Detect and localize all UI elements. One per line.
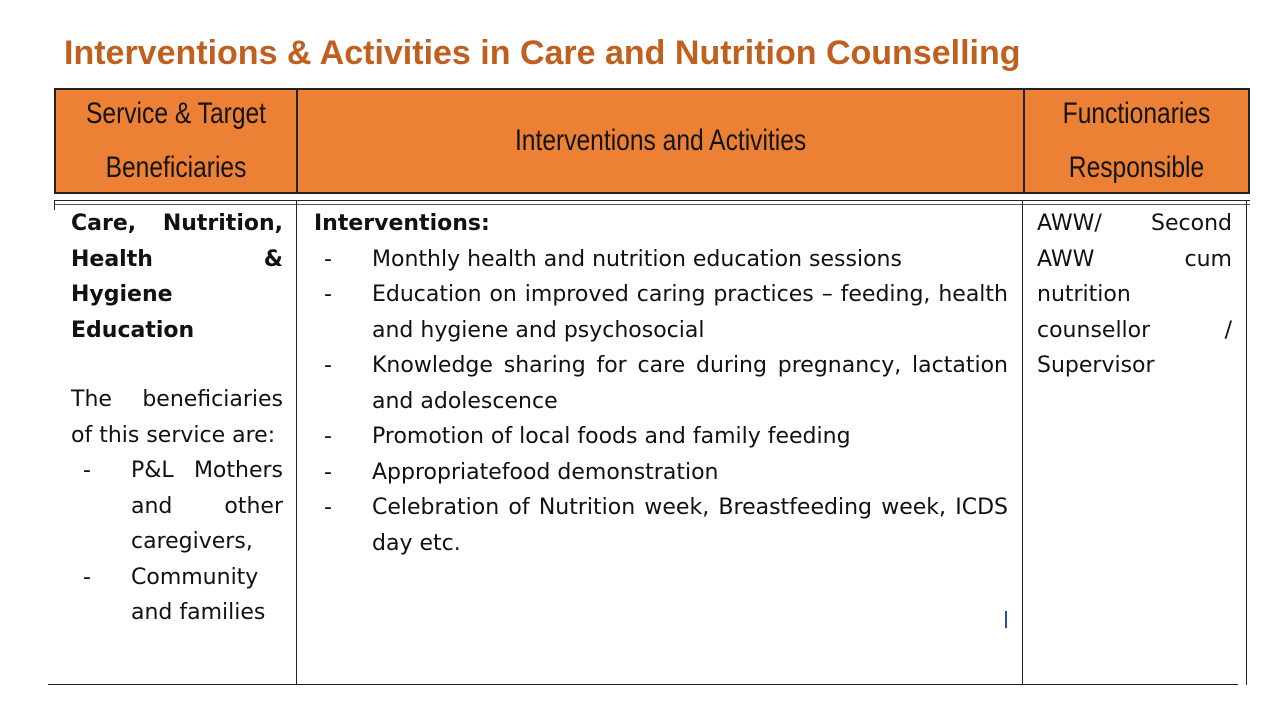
col1-right-border — [296, 200, 297, 685]
list-item — [314, 277, 1008, 348]
dash-bullet-icon: - — [83, 564, 91, 590]
col2-right-border — [1022, 200, 1023, 685]
body-top-border — [54, 200, 1250, 201]
table-bottom-border — [48, 684, 1238, 685]
intervention-text: Appropriatefood demonstration — [372, 459, 719, 485]
header-label: Service & Target Beneficiaries — [85, 97, 267, 184]
list-item — [314, 348, 1008, 419]
header-functionaries-responsible — [1023, 88, 1250, 194]
body-top-border-inner — [54, 204, 1250, 205]
list-item — [314, 242, 1008, 278]
dash-bullet-icon: - — [324, 424, 332, 449]
beneficiary-text: P&L Mothers and other caregivers, — [131, 458, 283, 554]
intervention-text: Celebration of Nutrition week, Breastfeeding week, ICDS day etc. — [372, 495, 1008, 556]
dash-bullet-icon: - — [324, 246, 332, 272]
header-label: Functionaries Responsible — [1062, 97, 1211, 184]
slide-title: Interventions & Activities in Care and Nutrition Counselling — [64, 34, 1021, 72]
beneficiaries-intro: The beneficiaries of this service are: — [71, 387, 283, 448]
interventions-list — [314, 242, 1008, 562]
intervention-text: Education on improved caring practices – feeding, health and hygiene and psychosocial — [372, 282, 1008, 343]
dash-bullet-icon: - — [324, 459, 332, 485]
list-item — [314, 490, 1008, 561]
interventions-cell — [314, 206, 1008, 561]
dash-bullet-icon: - — [324, 495, 332, 520]
interventions-heading: Interventions: — [314, 211, 490, 236]
text-cursor-icon — [1005, 611, 1007, 628]
header-label: Interventions and Activities — [514, 124, 807, 157]
header-service-target-beneficiaries — [54, 88, 298, 194]
functionaries-cell: AWW/ Second AWW cum nutrition counsellor / Supervisor — [1037, 211, 1232, 378]
beneficiary-text: Community and families — [131, 564, 266, 625]
dash-bullet-icon: - — [83, 458, 91, 483]
list-item — [71, 560, 283, 631]
list-item — [314, 455, 1008, 491]
header-interventions-activities — [296, 88, 1025, 194]
dash-bullet-icon: - — [324, 282, 332, 307]
col3-right-border — [1246, 200, 1247, 685]
list-item — [314, 419, 1008, 455]
intervention-text: Promotion of local foods and family feeding — [372, 424, 851, 449]
service-name: Care, Nutrition, Health & Hygiene Education — [71, 211, 283, 343]
col1-left-border — [54, 200, 55, 210]
list-item — [71, 453, 283, 560]
dash-bullet-icon: - — [324, 353, 332, 378]
intervention-text: Knowledge sharing for care during pregnancy, lactation and adolescence — [372, 353, 1008, 414]
service-cell — [71, 206, 283, 631]
intervention-text: Monthly health and nutrition education sessions — [372, 246, 902, 272]
beneficiaries-list — [71, 453, 283, 631]
